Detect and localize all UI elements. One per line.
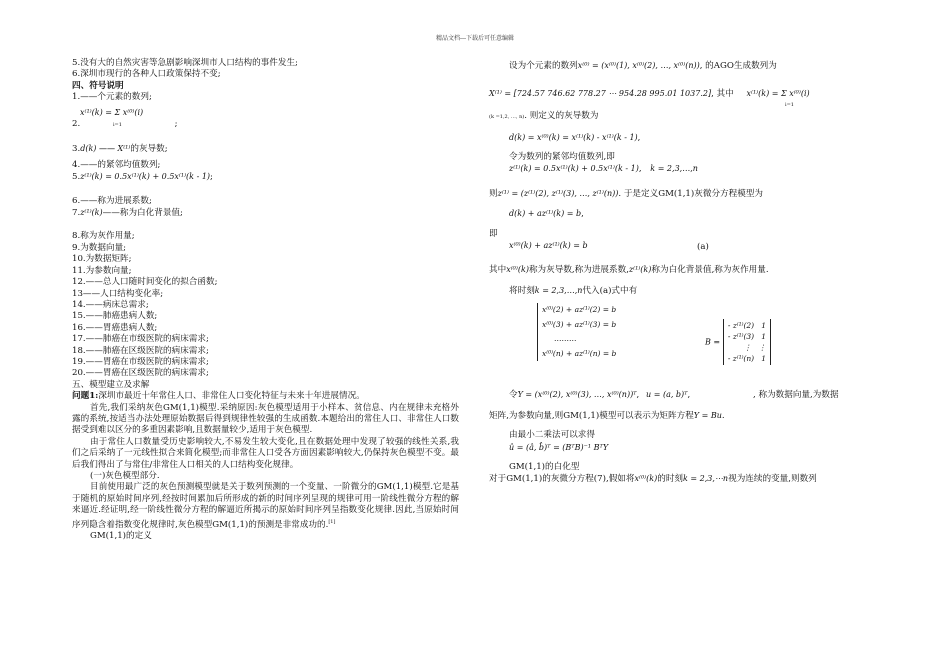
system-row-1: x⁽⁰⁾(2) + az⁽¹⁾(2) = b (542, 305, 617, 315)
symbol-11: 11.为参数向量; (72, 265, 132, 276)
assumption-5: 5.没有大的自然灾害等急剧影响深圳市人口结构的事件发生; (72, 58, 298, 68)
right-column (489, 60, 889, 486)
symbol-3: 3.d(k) —— X⁽¹⁾的灰导数; (72, 144, 168, 155)
symbol-20: 20.——胃癌在区级医院的病床需求; (72, 368, 209, 379)
symbol-15: 15.——肺癌患病人数; (72, 311, 158, 322)
agosequence-intro: 设为个元素的数列x⁽⁰⁾ = (x⁽⁰⁾(1), x⁽⁰⁾(2), …, x⁽⁰⁾(n)), 的AGO生成数列为 (509, 61, 777, 71)
symbol-14: 14.——病床总需求; (72, 299, 149, 310)
symbol-7: 7.z⁽¹⁾(k)——称为白化背景值; (72, 208, 183, 219)
terms-explanation: 其中x⁽⁰⁾(k)称为灰导数,称为进展系数,z⁽¹⁾(k)称为白化背景值,称为灰作用量. (489, 265, 769, 276)
paragraph-3: 目前使用最广泛的灰色预测模型就是关于数列预测的一个变量、一阶微分的GM(1,1)模型.它是基于随机的原始时间序列,经按时间累加后所形成的新的时间序列呈现的规律可用一阶线性微分方程的解来逼近.经证明,经一阶线性微分方程的解逼近所揭示的原始时间序列呈指数变化规律.因此,当原始时间序列隐含着指数变化规律时,灰色模型GM(1,1)的预测是非常成功的.[1] (72, 482, 459, 530)
grey-derivative-def: (k =1,2, …, n). 则定义的灰导数为 (489, 111, 599, 122)
ie-label: 即 (489, 228, 498, 239)
symbol-9: 9.为数据向量; (72, 242, 127, 253)
section-5-title: 五、模型建立及求解 (72, 379, 150, 390)
mean-sequence-eq: z⁽¹⁾(k) = 0.5x⁽¹⁾(k) + 0.5x⁽¹⁾(k - 1), k = 2,3,…,n (509, 164, 698, 175)
symbol-4: 4.——的紧邻均值数列; (72, 159, 161, 170)
symbol-12: 12.——总人口随时间变化的拟合函数; (72, 277, 218, 288)
assumption-6: 6.深圳市现行的各种人口政策保持不变; (72, 69, 221, 80)
left-column (72, 58, 459, 542)
equation-system-block (489, 297, 889, 389)
paragraph-1: 首先,我们采纳灰色GM(1,1)模型.采纳原因:灰色模型适用于小样本、贫信息、内在规律未充格外露的系统,按适当办法处理原始数据后得到规律性较强的生成函数.本题给出的常住人口、非常住人口数据受到难以区分的多重因素影响,且数据量较少,适用于灰色模型. (72, 402, 459, 436)
sum-index: i=1 (785, 101, 794, 108)
equation-a-tag: (a) (697, 242, 709, 253)
matrix-B-body: - z⁽¹⁾(2) 1 - z⁽¹⁾(3) 1 ⋮ ⋮ - z⁽¹⁾(n) 1 (723, 319, 771, 365)
equation-a: x⁽⁰⁾(k) + az⁽¹⁾(k) = b (a) (509, 241, 709, 253)
symbol-19: 19.——胃癌在市级医院的病床需求; (72, 356, 209, 367)
symbol-8: 8.称为灰作用量; (72, 231, 135, 242)
subsection-grey-model: (一)灰色模型部分. (90, 471, 160, 481)
section-4-title: 四、符号说明 (72, 80, 124, 91)
gm11-equation: d(k) + az⁽¹⁾(k) = b, (509, 209, 584, 220)
whitening-title: GM(1,1)的白化型 (509, 461, 580, 472)
substitute-line: 将时刻k = 2,3,…,n代入(a)式中有 (509, 285, 638, 296)
gm11-model-def: 则z⁽¹⁾ = (z⁽¹⁾(2), z⁽¹⁾(3), …, z⁽¹⁾(n)). 于是定义GM(1,1)灰微分方程模型为 (489, 188, 764, 199)
matrix-B-label: B = (705, 337, 721, 347)
least-squares-eq: û = (â, b̂)ᵀ = (BᵀB)⁻¹ BᵀY (509, 442, 609, 452)
symbol-17: 17.——肺癌在市级医院的病床需求; (72, 334, 209, 345)
symbol-5: 5.z⁽¹⁾(k) = 0.5x⁽¹⁾(k) + 0.5x⁽¹⁾(k - 1); (72, 172, 213, 183)
symbol-10: 10.为数据矩阵; (72, 254, 132, 265)
whitening-text: 对于GM(1,1)的灰微分方程(7),假如将x⁽⁰⁾(k)的时刻k = 2,3,⋯n视为连续的变量,则数列 (489, 474, 817, 485)
symbol-6: 6.——称为进展系数; (72, 195, 152, 206)
symbol-2-equation: x⁽¹⁾(k) = Σ x⁽⁰⁾(i) (80, 107, 144, 117)
page-header: 精品文档---下载后可任意编辑 (435, 35, 515, 42)
symbol-16: 16.——胃癌患病人数; (72, 322, 158, 333)
least-squares-intro: 由最小二乘法可以求得 (509, 430, 595, 441)
system-row-3: ……… (554, 334, 577, 344)
symbol-13: 13——人口结构变化率; (72, 288, 164, 299)
symbol-2: 2. i=1 ; (72, 119, 178, 130)
question-1: 问题1:深圳市最近十年常住人口、非常住人口变化特征与未来十年进展情况。 (72, 391, 365, 402)
matrix-equation-line: 矩阵,为参数向量,则GM(1,1)模型可以表示为矩阵方程Y = Bu. (489, 410, 725, 421)
system-row-4: x⁽⁰⁾(n) + az⁽¹⁾(n) = b (542, 348, 617, 358)
paragraph-2: 由于常住人口数量受历史影响较大,不易发生较大变化,且在数据处理中发现了较强的线性关系,我们之后采纳了一元线性拟合来简化模型;而非常住人口受各方面因素影响较大,仍保持灰色模型不变。最后我们得出了与常住/非常住人口相关的人口结构变化规律。 (72, 436, 459, 470)
matrix-B (705, 319, 771, 365)
gm11-definition-title: GM(1,1)的定义 (90, 530, 152, 541)
mean-sequence-intro: 令为数列的紧邻均值数列,即 (509, 152, 615, 163)
ago-sequence: X⁽¹⁾ = [724.57 746.62 778.27 ⋯ 954.28 995.01 1037.2], 其中 x⁽¹⁾(k) = Σ x⁽⁰⁾(i) (489, 89, 810, 100)
equation-system (537, 303, 616, 361)
data-vector-line: 令Y = (x⁽⁰⁾(2), x⁽⁰⁾(3), …, x⁽⁰⁾(n))ᵀ, u = (a, b)ᵀ, , 称为数据向量,为数据 (509, 390, 839, 401)
symbol-1: 1.——个元素的数列; (72, 92, 152, 103)
grey-derivative-eq: d(k) = x⁽⁰⁾(k) = x⁽¹⁾(k) - x⁽¹⁾(k - 1), (509, 132, 641, 143)
system-row-2: x⁽⁰⁾(3) + az⁽¹⁾(3) = b (542, 319, 617, 329)
symbol-18: 18.——肺癌在区级医院的病床需求; (72, 345, 209, 356)
